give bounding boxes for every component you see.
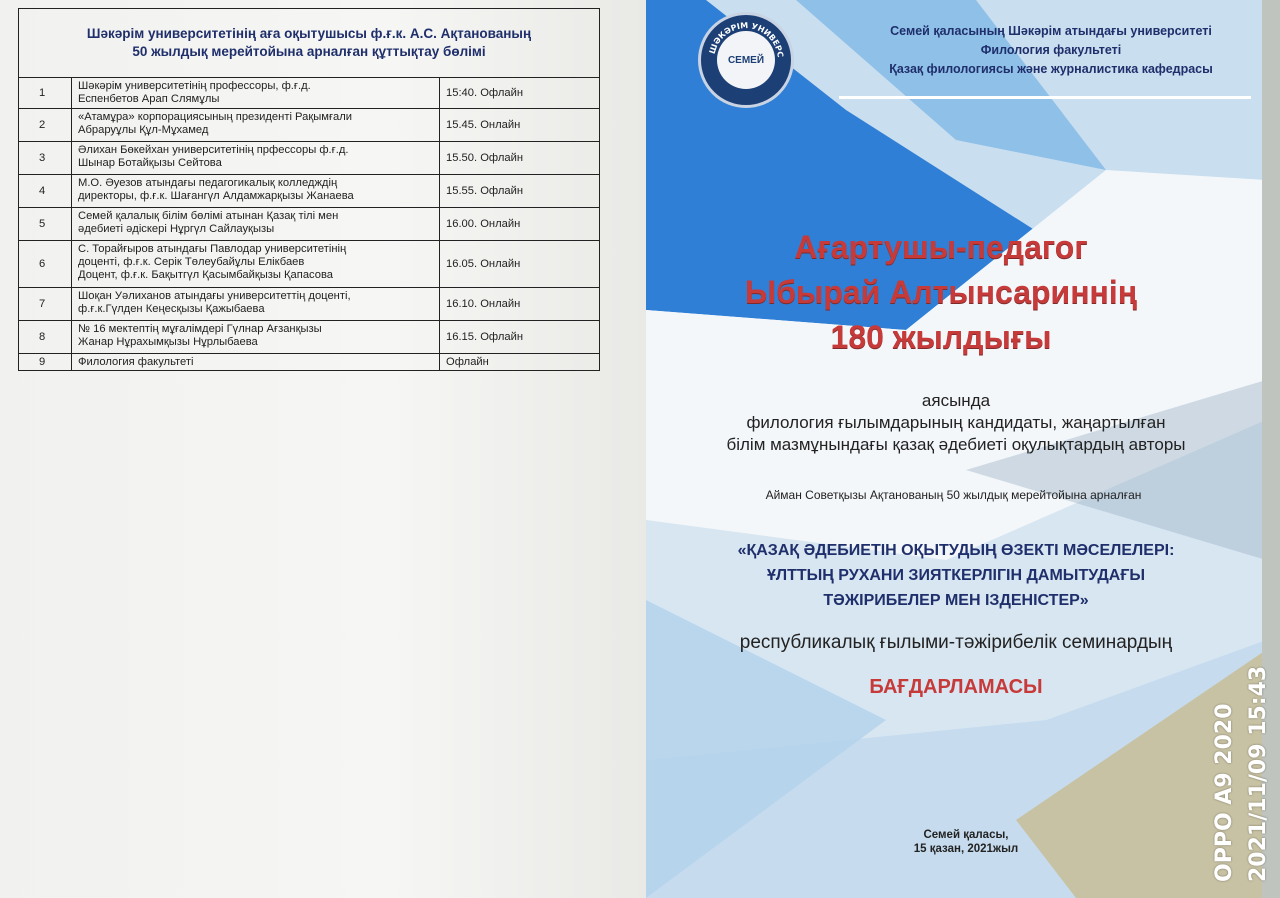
row-time-format: 15.55. Офлайн — [446, 185, 524, 197]
table-row — [19, 287, 599, 320]
row-participant — [72, 109, 440, 141]
row-number: 9 — [19, 354, 72, 370]
participant-line: Еспенбетов Арап Слямұлы — [78, 93, 220, 105]
row-participant — [72, 142, 440, 174]
participant-line: С. Торайғыров атындағы Павлодар университетінің — [78, 243, 347, 255]
seminar-type: республикалық ғылыми-тәжірибелік семинардың — [739, 632, 1173, 653]
table-row — [19, 141, 599, 174]
logo-center-text: СЕМЕЙ — [717, 31, 775, 89]
row-number: 1 — [19, 78, 72, 108]
row-number: 6 — [19, 241, 72, 287]
subtitle-line-3: білім мазмұнындағы қазақ әдебиеті оқулықтардың авторы — [726, 435, 1186, 454]
table-row — [19, 108, 599, 141]
cover-title — [706, 225, 1176, 360]
topic-line-2: ҰЛТТЫҢ РУХАНИ ЗИЯТКЕРЛІГІН ДАМЫТУДАҒЫ — [766, 567, 1146, 584]
table-body — [19, 78, 599, 370]
row-participant — [72, 241, 440, 287]
place-date-line: 15 қазан, 2021жыл — [913, 843, 1019, 855]
subtitle-line-1: аясында — [921, 391, 991, 410]
table-row — [19, 78, 599, 108]
program-label: БАҒДАРЛАМАСЫ — [869, 676, 1043, 698]
row-time-format: 15.50. Офлайн — [446, 152, 524, 164]
table-row — [19, 320, 599, 353]
row-time-format: 16.05. Онлайн — [446, 258, 521, 270]
participant-line: Шәкәрім университетінің профессоры, ф.ғ.д. — [78, 80, 311, 92]
logo-ring-text: ШӘКӘРІМ УНИВЕРС — [707, 20, 785, 59]
participant-line: Әлихан Бөкейхан университетінің прфессоры ф.ғ.д. — [78, 144, 349, 156]
cover-header — [846, 22, 1256, 79]
svg-text:ШӘКӘРІМ УНИВЕРСИТЕТІ — [701, 15, 785, 58]
participant-line: М.О. Әуезов атындағы педагогикалық колледждің — [78, 177, 338, 189]
right-page — [646, 0, 1266, 898]
place-city: Семей қаласы, — [923, 829, 1009, 841]
row-number: 3 — [19, 142, 72, 174]
table-header — [19, 9, 599, 78]
row-time-format: 15.45. Онлайн — [446, 119, 521, 131]
row-number: 5 — [19, 208, 72, 240]
row-time-format: 16.15. Офлайн — [446, 331, 524, 343]
header-department: Қазақ филологиясы және журналистика кафедрасы — [889, 62, 1213, 76]
topic-line-3: ТӘЖІРИБЕЛЕР МЕН ІЗДЕНІСТЕР» — [823, 592, 1089, 609]
seminar-topic — [676, 538, 1236, 613]
row-time-format: 16.10. Онлайн — [446, 298, 521, 310]
header-faculty: Филология факультеті — [980, 43, 1122, 57]
row-participant — [72, 208, 440, 240]
camera-datetime: 2021/11/09 15:43 — [1246, 665, 1271, 882]
table-row — [19, 240, 599, 287]
camera-watermark — [1200, 660, 1280, 890]
row-number: 8 — [19, 321, 72, 353]
participant-line: әдебиеті әдіскері Нұргүл Сайлауқызы — [78, 223, 275, 235]
row-participant — [72, 354, 440, 370]
cover-subtitle — [686, 390, 1226, 456]
row-time-format: Офлайн — [446, 356, 489, 368]
header-divider — [839, 96, 1251, 99]
participant-line: Шынар Ботайқызы Сейтова — [78, 157, 222, 169]
row-time-format: 15:40. Офлайн — [446, 87, 524, 99]
table-row — [19, 207, 599, 240]
title-line-1: Ағартушы-педагог — [794, 229, 1088, 265]
dedication-text: Айман Советқызы Ақтанованың 50 жылдық мерейтойына арналған — [765, 488, 1142, 502]
row-participant — [72, 288, 440, 320]
participant-line: № 16 мектептің мұғалімдері Гүлнар Ағзанқызы — [78, 323, 322, 335]
title-line-2: Ыбырай Алтынсариннің — [744, 274, 1138, 310]
participant-line: «Атамұра» корпорациясының президенті Рақымғали — [78, 111, 353, 123]
place-date — [896, 828, 1036, 856]
camera-model: OPPO A9 2020 — [1212, 703, 1237, 882]
participant-line: Шоқан Уәлиханов атындағы университеттің доценті, — [78, 290, 351, 302]
topic-line-1: «ҚАЗАҚ ӘДЕБИЕТІН ОҚЫТУДЫҢ ӨЗЕКТІ МӘСЕЛЕЛЕРІ: — [737, 542, 1175, 559]
row-participant — [72, 321, 440, 353]
row-number: 2 — [19, 109, 72, 141]
program-table — [18, 8, 600, 371]
participant-line: директоры, ф.ғ.к. Шағангүл Алдамжарқызы Жанаева — [78, 190, 354, 202]
header-university: Семей қаласының Шәкәрім атындағы университеті — [890, 24, 1212, 38]
participant-line: Абраруұлы Құл-Мұхамед — [78, 124, 209, 136]
subtitle-line-2: филология ғылымдарының кандидаты, жаңартылған — [746, 413, 1166, 432]
table-row — [19, 353, 599, 370]
participant-line: ф.ғ.к.Гүлден Кеңесқызы Қажыбаева — [78, 303, 265, 315]
university-emblem-icon — [698, 12, 794, 108]
participant-line: доценті, ф.ғ.к. Серік Төлеубайұлы Елікбаев — [78, 256, 305, 268]
table-row — [19, 174, 599, 207]
participant-line: Доцент, ф.ғ.к. Бақытгүл Қасымбайқызы Қапасова — [78, 269, 334, 281]
table-header-line-1: Шәкәрім университетінің аға оқытушысы ф.ғ.к. А.С. Ақтанованың — [86, 26, 532, 41]
table-header-line-2: 50 жылдық мерейтойына арналған құттықтау бөлімі — [132, 44, 486, 59]
row-participant — [72, 78, 440, 108]
participant-line: Семей қалалық білім бөлімі атынан Қазақ тілі мен — [78, 210, 339, 222]
participant-line: Филология факультеті — [78, 356, 194, 368]
row-number: 4 — [19, 175, 72, 207]
row-number: 7 — [19, 288, 72, 320]
title-line-3: 180 жылдығы — [830, 319, 1052, 355]
row-time-format: 16.00. Онлайн — [446, 218, 521, 230]
row-participant — [72, 175, 440, 207]
participant-line: Жанар Нұрахымқызы Нұрлыбаева — [78, 336, 258, 348]
